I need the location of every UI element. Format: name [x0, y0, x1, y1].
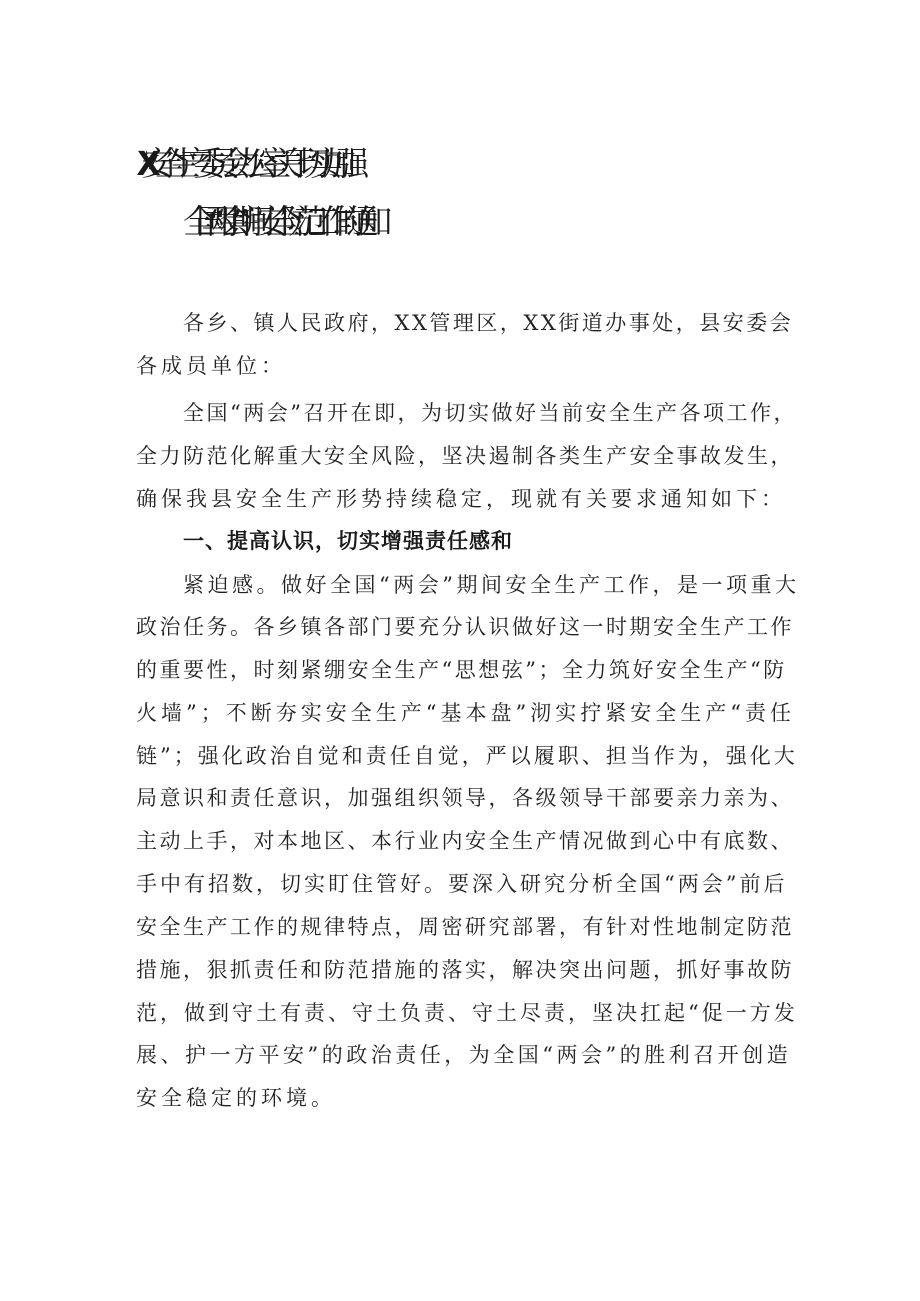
section-1-line-6: 局意识和责任意识，加强组织领导，各级领导干部要亲力亲为、	[136, 786, 794, 810]
document-title-line-1: XX安全生产委员会办公室关于切实加强	[136, 144, 350, 183]
salutation-line-1: 各乡、镇人民政府，XX管理区，XX街道办事处，县安委会	[183, 311, 794, 335]
section-1-line-7: 主动上手，对本地区、本行业内安全生产情况做到心中有底数、	[136, 829, 794, 853]
section-1-line-3: 的重要性，时刻紧绷安全生产“思想弦”；全力筑好安全生产“防	[136, 658, 787, 682]
section-1-line-11: 范，做到守土有责、守土负责、守土尽责，坚决扛起“促一方发	[136, 1001, 798, 1025]
section-1-line-8: 手中有招数，切实盯住管好。要深入研究分析全国“两会”前后	[136, 872, 788, 896]
document-title-line-2: 全国“两会”期间安全防范工作的通知	[183, 202, 373, 241]
section-1-line-10: 措施，狠抓责任和防范措施的落实，解决突出问题，抓好事故防	[136, 958, 794, 982]
intro-line-1: 全国“两会”召开在即，为切实做好当前安全生产各项工作，	[183, 401, 797, 425]
section-1-line-12: 展、护一方平安”的政治责任，为全国“两会”的胜利召开创造	[136, 1043, 792, 1067]
intro-line-2: 全力防范化解重大安全风险，坚决遏制各类生产安全事故发生，	[136, 444, 794, 468]
section-1-heading: 一、提高认识，切实增强责任感和	[183, 529, 513, 553]
section-1-line-9: 安全生产工作的规律特点，周密研究部署，有针对性地制定防范	[136, 915, 794, 939]
section-1-line-5: 链”；强化政治自觉和责任自觉，严以履职、担当作为，强化大	[136, 744, 798, 768]
salutation-line-2: 各成员单位：	[136, 354, 286, 378]
section-1-line-13: 安全稳定的环境。	[136, 1086, 336, 1110]
section-1-line-1: 紧迫感。做好全国“两会”期间安全生产工作，是一项重大	[183, 573, 800, 597]
section-1-line-2: 政治任务。各乡镇各部门要充分认识做好这一时期安全生产工作	[136, 615, 794, 639]
section-1-line-4: 火墙”；不断夯实安全生产“基本盘”沏实拧紧安全生产“责任	[136, 701, 795, 725]
intro-line-3: 确保我县安全生产形势持续稳定，现就有关要求通知如下：	[136, 487, 786, 511]
